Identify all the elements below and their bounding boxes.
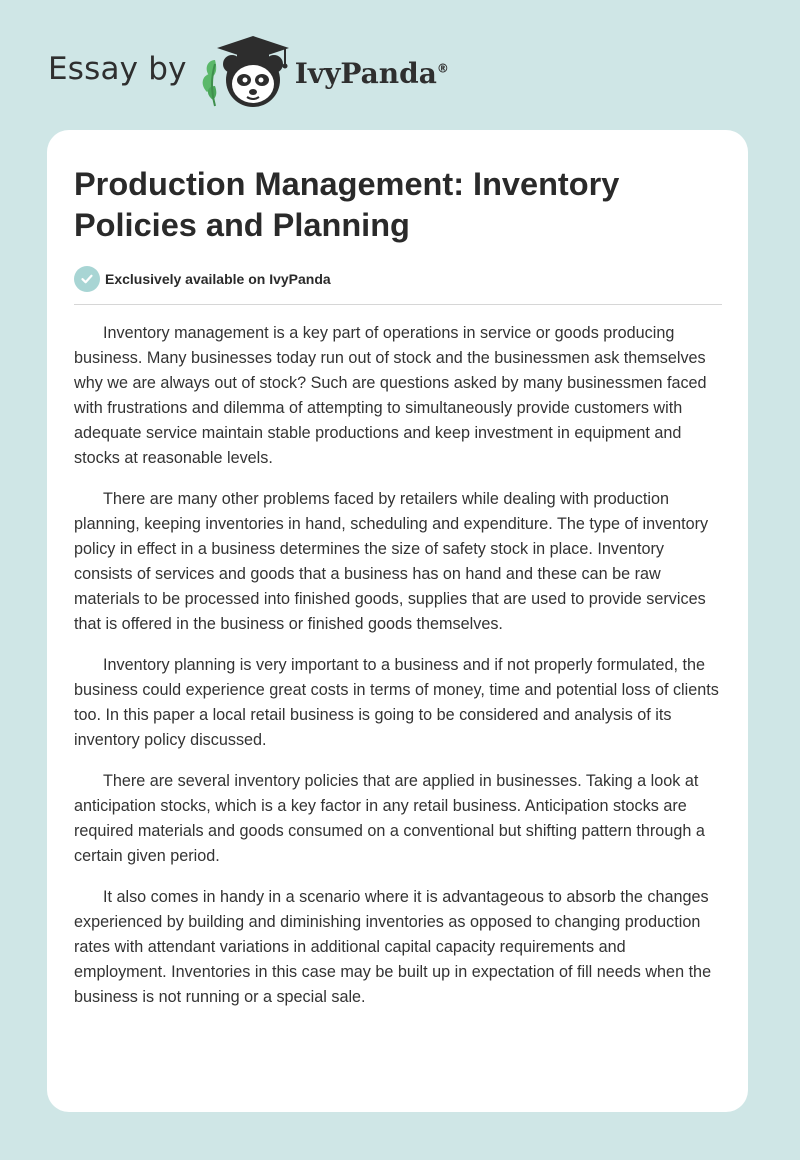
exclusive-badge [74,266,722,292]
check-circle-icon [74,266,100,292]
brand-name-text: IvyPanda [294,56,437,90]
essay-paragraph: There are several inventory policies that are applied in businesses. Taking a look at anticipation stocks, which is a key factor in any retail business. Anticipation stocks are required materials and goods consumed on a conventional but shifting pattern through a certain given period. [74,772,705,865]
essay-paragraph: There are many other problems faced by retailers while dealing with production planning, keeping inventories in hand, scheduling and expenditure. The type of inventory policy in effect in a business determines the size of safety stock in place. Inventory consists of services and goods that a business has on hand and these can be raw materials to be processed into finished goods, supplies that are used to provide services that is offered in the business or finished goods themselves. [74,490,709,633]
brand-name [295,57,449,90]
registered-mark: ® [436,61,449,76]
site-header [48,30,449,112]
essay-card [47,130,748,1112]
title-divider [74,304,722,305]
essay-paragraph: It also comes in handy in a scenario where it is advantageous to absorb the changes experienced by building and diminishing inventories as opposed to changing production rates with attendant variations in additional capital capacity requirements and employment. Inventories in this case may be built up in expectation of fill needs when the business is not running or a special sale. [74,888,712,1006]
panda-graduate-logo-icon[interactable] [201,30,293,112]
essay-paragraph: Inventory planning is very important to a business and if not properly formulated, the business could experience great costs in terms of money, time and potential loss of clients too. In this paper a local retail business is going to be considered and analysis of its inventory policy discussed. [74,656,719,749]
essay-by-label: Essay by [48,51,187,87]
essay-body [74,321,722,1010]
essay-paragraph: Inventory management is a key part of operations in service or goods producing business. Many businesses today run out of stock and the businessmen ask themselves why we are always out of stock? Such are questions asked by many businessmen faced with frustrations and dilemma of attempting to simultaneously provide customers with adequate service maintain stable productions and keep investment in equipment and stocks at reasonable levels. [74,324,707,467]
essay-title: Production Management: Inventory Policies and Planning [74,166,620,243]
exclusive-badge-label: Exclusively available on IvyPanda [105,271,331,287]
